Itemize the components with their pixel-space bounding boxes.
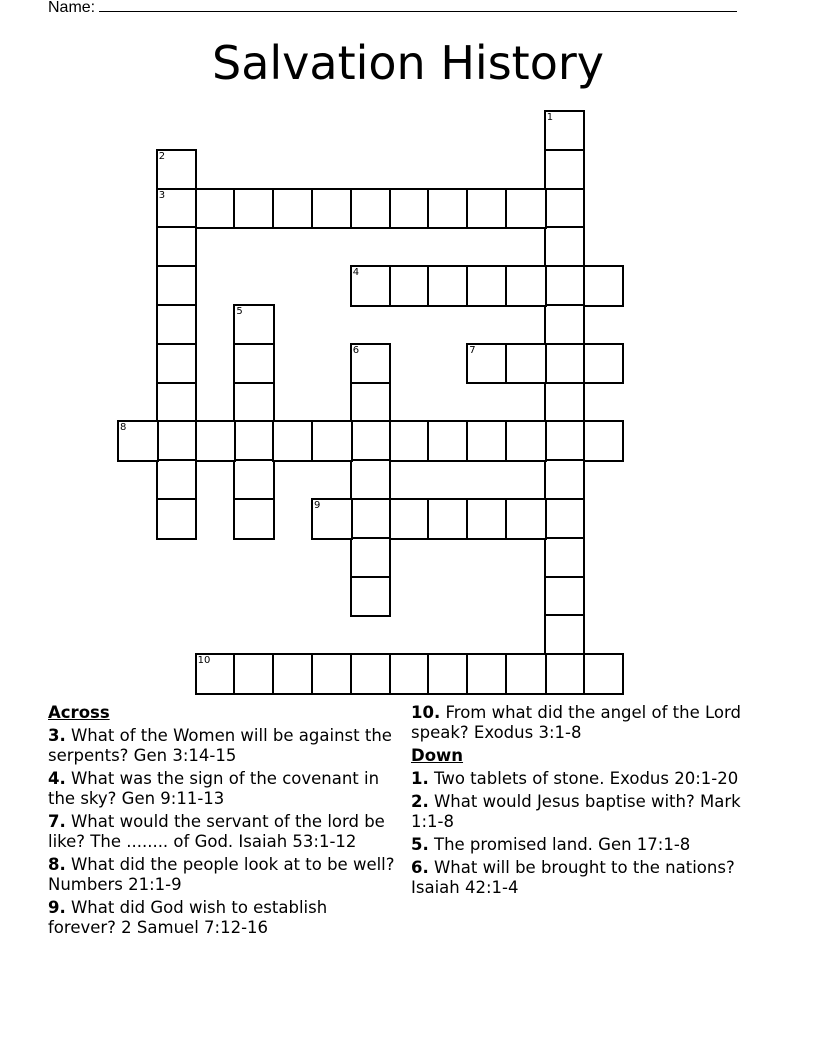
grid-cell[interactable] [350, 188, 392, 230]
clue-item-number: 1. [411, 769, 429, 788]
clue-item-text: What did the people look at to be well? Numbers 21:1-9 [48, 855, 395, 894]
grid-cell[interactable] [583, 343, 625, 385]
grid-cell[interactable] [272, 188, 314, 230]
grid-cell[interactable] [311, 653, 353, 695]
grid-cell[interactable] [427, 265, 469, 307]
grid-cell[interactable] [544, 498, 586, 540]
grid-cell[interactable] [544, 653, 586, 695]
grid-cell[interactable] [272, 653, 314, 695]
clue-number: 9 [314, 500, 321, 511]
grid-cell[interactable] [350, 576, 392, 618]
grid-cell[interactable] [156, 304, 198, 346]
grid-cell[interactable] [544, 226, 586, 268]
clue-item-text: What of the Women will be against the serpents? Gen 3:14-15 [48, 726, 392, 765]
across-clue-list [48, 726, 398, 938]
clue-item-text: What would Jesus baptise with? Mark 1:1-8 [411, 792, 741, 831]
grid-cell[interactable] [156, 498, 198, 540]
grid-cell[interactable] [427, 498, 469, 540]
grid-cell[interactable] [195, 653, 237, 695]
grid-cell[interactable] [544, 576, 586, 618]
clue-item-text: What did God wish to establish forever? 2 Samuel 7:12-16 [48, 898, 328, 937]
grid-cell[interactable] [156, 188, 198, 230]
grid-cell[interactable] [272, 420, 314, 462]
grid-cell[interactable] [233, 382, 275, 424]
grid-cell[interactable] [156, 459, 198, 501]
clue-number: 1 [546, 112, 554, 123]
clue-item-number: 2. [411, 792, 429, 811]
clue-item-number: 3. [48, 726, 66, 745]
grid-cell[interactable] [466, 420, 508, 462]
clue-item [411, 703, 741, 743]
grid-cell[interactable] [233, 653, 275, 695]
down-clue-list [411, 769, 741, 898]
grid-cell[interactable] [466, 498, 508, 540]
grid-cell[interactable] [389, 188, 431, 230]
grid-cell[interactable] [233, 343, 275, 385]
clue-number: 3 [158, 189, 166, 201]
grid-cell[interactable] [350, 459, 392, 501]
grid-cell[interactable] [505, 265, 547, 307]
grid-cell[interactable] [195, 188, 237, 230]
grid-cell[interactable] [156, 343, 198, 385]
clue-item [48, 812, 398, 852]
grid-cell[interactable] [311, 188, 353, 230]
grid-cell[interactable] [505, 188, 547, 230]
clue-number: 10 [197, 655, 211, 667]
grid-cell[interactable] [156, 265, 198, 307]
grid-cell[interactable] [466, 188, 508, 230]
clue-item-number: 6. [411, 858, 429, 877]
grid-cell[interactable] [389, 265, 431, 307]
grid-cell[interactable] [156, 226, 198, 268]
clue-number: 8 [120, 422, 127, 434]
grid-cell[interactable] [544, 420, 586, 462]
grid-cell[interactable] [583, 265, 625, 307]
clue-item [48, 898, 398, 938]
grid-cell[interactable] [466, 653, 508, 695]
puzzle-title: Salvation History [212, 36, 604, 90]
clue-item-text: What would the servant of the lord be like? The ........ of God. Isaiah 53:1-12 [48, 812, 385, 851]
grid-cell[interactable] [350, 498, 392, 540]
grid-cell[interactable] [350, 382, 392, 424]
clue-item [411, 835, 741, 855]
grid-cell[interactable] [505, 420, 547, 462]
grid-cell[interactable] [156, 420, 198, 462]
clues-column-left [48, 703, 398, 941]
grid-cell[interactable] [195, 420, 237, 462]
clue-item-number: 5. [411, 835, 429, 854]
clue-number: 6 [352, 344, 360, 356]
grid-cell[interactable] [350, 537, 392, 579]
clue-item-number: 4. [48, 769, 66, 788]
grid-cell[interactable] [544, 110, 586, 152]
clue-item [48, 855, 398, 895]
grid-cell[interactable] [233, 188, 275, 230]
grid-cell[interactable] [544, 188, 586, 230]
grid-cell[interactable] [583, 653, 625, 695]
clue-number: 2 [158, 150, 166, 162]
grid-cell[interactable] [427, 188, 469, 230]
clue-item [411, 858, 741, 898]
clue-item-text: From what did the angel of the Lord speak? Exodus 3:1-8 [411, 703, 741, 742]
grid-cell[interactable] [544, 614, 586, 656]
grid-cell[interactable] [427, 420, 469, 462]
clue-number: 7 [469, 344, 476, 356]
grid-cell[interactable] [544, 459, 586, 501]
clue-number: 5 [236, 306, 243, 317]
clue-item-number: 10. [411, 703, 441, 722]
grid-cell[interactable] [156, 149, 198, 191]
grid-cell[interactable] [117, 420, 159, 462]
across-heading: Across [48, 703, 110, 722]
clue-item-text: The promised land. Gen 17:1-8 [428, 835, 691, 854]
grid-cell[interactable] [466, 343, 508, 385]
grid-cell[interactable] [350, 343, 392, 385]
grid-cell[interactable] [233, 459, 275, 501]
grid-cell[interactable] [505, 343, 547, 385]
grid-cell[interactable] [233, 304, 275, 346]
grid-cell[interactable] [389, 498, 431, 540]
grid-cell[interactable] [350, 265, 392, 307]
grid-cell[interactable] [389, 420, 431, 462]
grid-cell[interactable] [233, 498, 275, 540]
grid-cell[interactable] [389, 653, 431, 695]
clue-item-number: 9. [48, 898, 66, 917]
grid-cell[interactable] [350, 420, 392, 462]
grid-cell[interactable] [544, 149, 586, 191]
clue-item-text: Two tablets of stone. Exodus 20:1-20 [428, 769, 739, 788]
clue-item [411, 769, 741, 789]
clues-column-right [411, 703, 741, 901]
grid-cell[interactable] [427, 653, 469, 695]
grid-cell[interactable] [544, 382, 586, 424]
clue-item [48, 769, 398, 809]
grid-cell[interactable] [156, 382, 198, 424]
clue-number: 4 [352, 267, 360, 279]
across-clue-list-continued [411, 703, 741, 743]
grid-cell[interactable] [350, 653, 392, 695]
grid-cell[interactable] [544, 265, 586, 307]
clue-item-text: What will be brought to the nations? Isaiah 42:1-4 [411, 858, 735, 897]
clue-item [411, 792, 741, 832]
clue-item-text: What was the sign of the covenant in the sky? Gen 9:11-13 [48, 769, 380, 808]
grid-cell[interactable] [311, 420, 353, 462]
grid-cell[interactable] [466, 265, 508, 307]
grid-cell[interactable] [311, 498, 353, 540]
grid-cell[interactable] [583, 420, 625, 462]
name-label: Name: [48, 0, 96, 16]
grid-cell[interactable] [544, 537, 586, 579]
grid-cell[interactable] [233, 420, 275, 462]
clue-item [48, 726, 398, 766]
clue-item-number: 7. [48, 812, 66, 831]
grid-cell[interactable] [505, 498, 547, 540]
grid-cell[interactable] [544, 304, 586, 346]
clue-item-number: 8. [48, 855, 66, 874]
grid-cell[interactable] [544, 343, 586, 385]
down-heading: Down [411, 746, 464, 765]
grid-cell[interactable] [505, 653, 547, 695]
